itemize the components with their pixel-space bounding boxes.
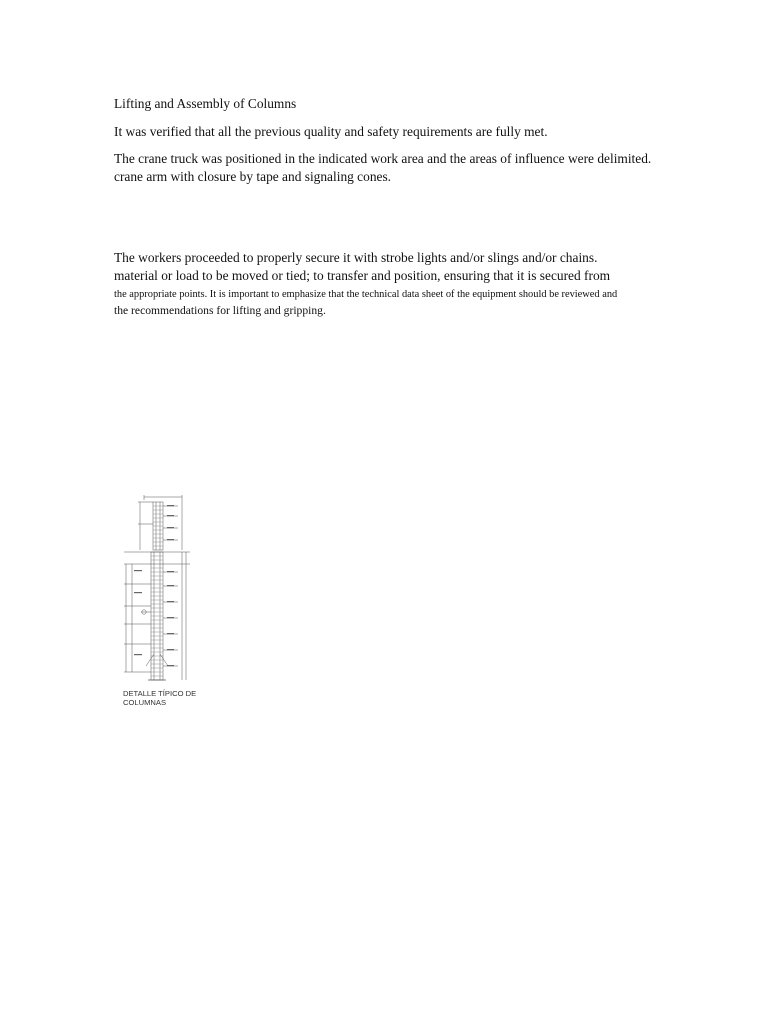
paragraph-workers-line-1: The workers proceeded to properly secure it with strobe lights and/or slings and/or chains. [114,250,598,265]
section-heading: Lifting and Assembly of Columns [114,96,297,111]
figure-caption-line-2: COLUMNAS [123,698,167,707]
paragraph-verification: It was verified that all the previous quality and safety requirements are fully met. [114,124,548,139]
figure-caption-line-1: DETALLE TÍPICO DE [123,689,197,698]
paragraph-workers-line-2: material or load to be moved or tied; to transfer and position, ensuring that it is secured from [114,268,611,283]
figure-caption [123,689,196,707]
paragraph-workers-line-3: the appropriate points. It is important to emphasize that the technical data sheet of the equipment should be reviewed and [114,289,618,300]
paragraph-crane-line-2: crane arm with closure by tape and signaling cones. [114,169,392,184]
paragraph-workers-line-4: the recommendations for lifting and gripping. [114,304,326,317]
column-detail-drawing [120,494,194,684]
paragraph-crane-line-1: The crane truck was positioned in the indicated work area and the areas of influence were delimited. [114,151,652,166]
